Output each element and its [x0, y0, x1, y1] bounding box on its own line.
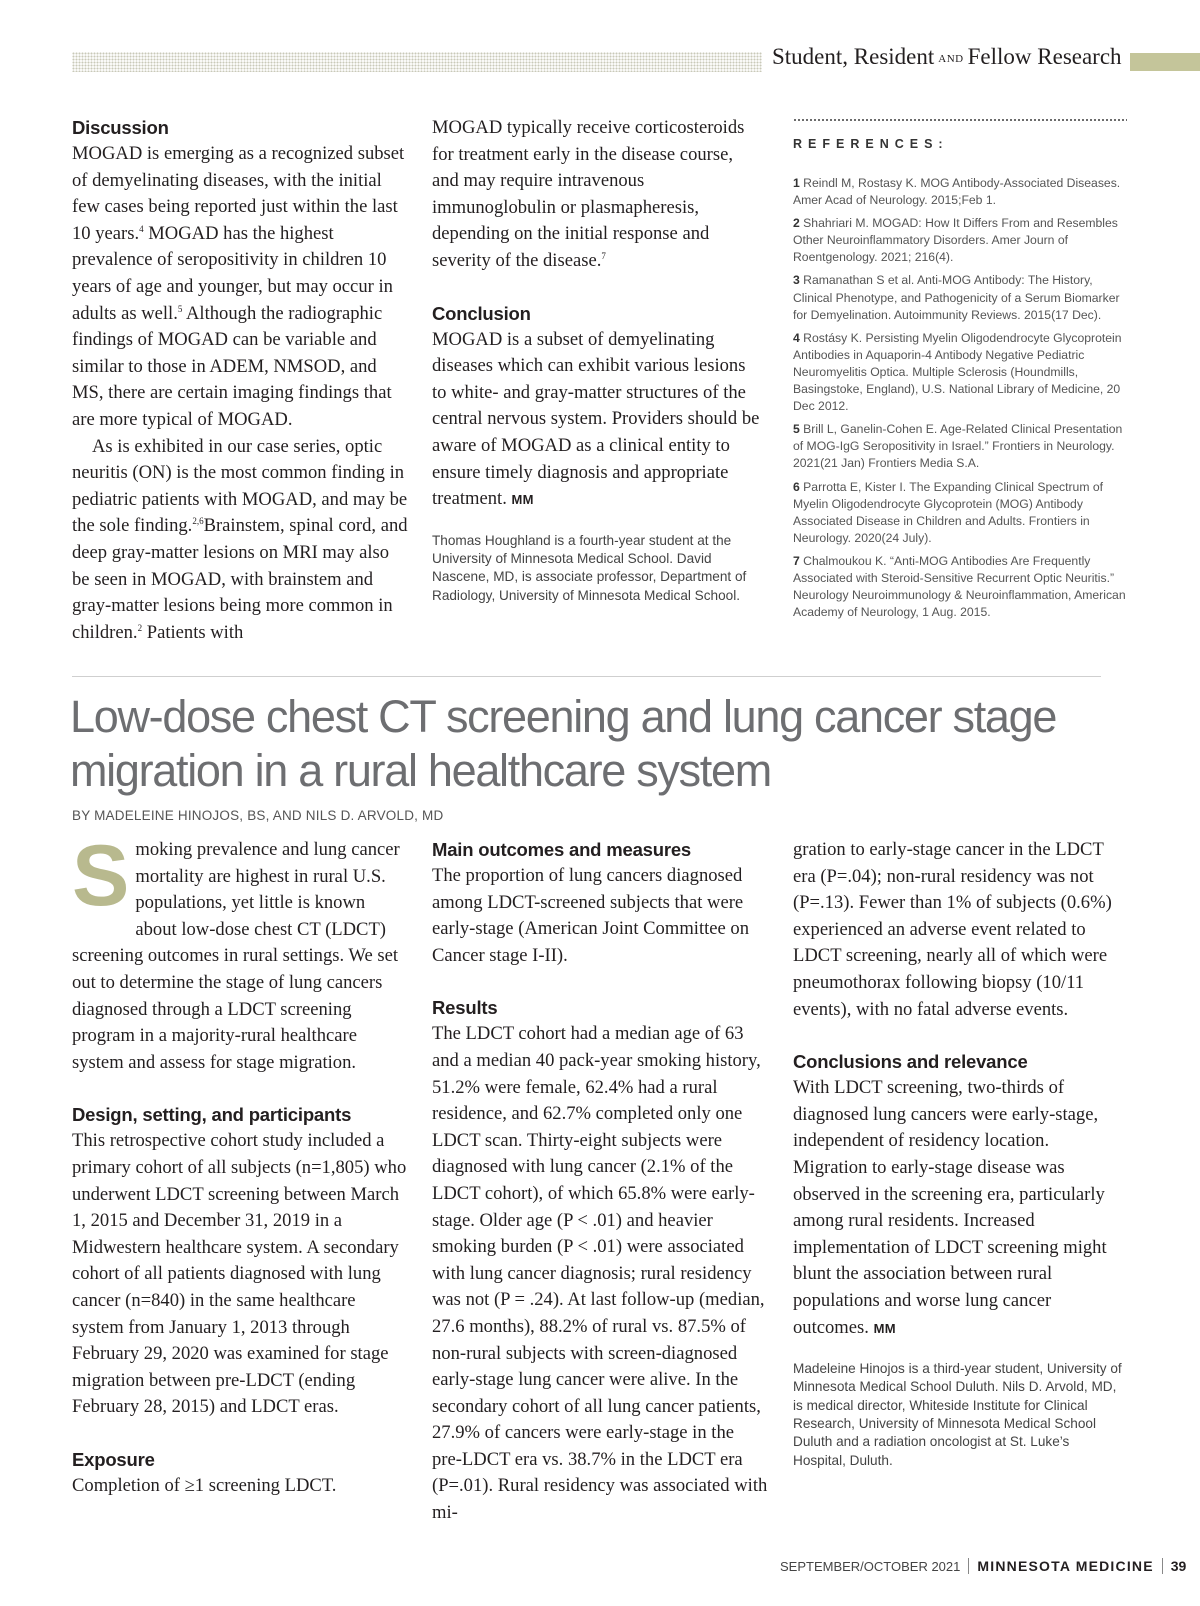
- exposure-paragraph: Completion of ≥1 screening LDCT.: [72, 1474, 337, 1496]
- reference-number: 5: [793, 422, 800, 437]
- reference-text: Brill L, Ganelin-Cohen E. Age-Related Clinical Presentation of MOG-IgG Seropositivity in Israel.” Frontiers in Neurology. 2021(21 Jan) Frontiers Media S.A.: [793, 422, 1123, 471]
- article-divider: [72, 676, 1101, 677]
- conclusions-paragraph: With LDCT screening, two-thirds of diagnosed lung cancers were early-stage, independent of residency location. Migration to early-stage disease was observed in the screening era, particularly among rural residents. Increased implementation of LDCT screening might blunt the association between rural populations and worse lung cancer outcomes. MM: [793, 1077, 1107, 1338]
- article-column-1: [72, 828, 410, 1499]
- reference-item: [793, 421, 1131, 472]
- outcomes-heading: Main outcomes and measures: [432, 839, 692, 860]
- exposure-heading: Exposure: [72, 1448, 155, 1470]
- end-mark: MM: [873, 1320, 896, 1336]
- section-title-part2: Fellow Research: [967, 44, 1122, 69]
- intro-paragraph: Smoking prevalence and lung cancer mortality are highest in rural U.S. populations, yet little is known about low-dose chest CT (LDCT) screening outcomes in rural settings. We set out to determine the stage of lung cancers diagnosed through a LDCT screening program in a majority-rural healthcare system and assess for stage migration.: [72, 828, 400, 1073]
- conclusion-column: [432, 115, 762, 605]
- reference-number: 2: [793, 216, 800, 231]
- conclusion-paragraph: MOGAD is a subset of demyelinating diseases which can exhibit various lesions to white- and gray-matter structures of the central nervous system. Providers should be aware of MOGAD as a clinical entity to ensure timely diagnosis and appropriate treatment. MM: [432, 328, 760, 510]
- header-accent-bar: [1130, 53, 1200, 71]
- outcomes-paragraph: The proportion of lung cancers diagnosed among LDCT-screened subjects that were early-stage (American Joint Committee on Cancer stage I-II).: [432, 865, 750, 966]
- page-footer: [780, 1558, 1186, 1574]
- reference-item: [793, 330, 1131, 415]
- section-title-and: AND: [938, 53, 964, 65]
- design-paragraph: This retrospective cohort study included a primary cohort of all subjects (n=1,805) who underwent LDCT screening between March 1, 2015 and December 31, 2019 in a Midwestern healthcare system. A secondary cohort of all patients diagnosed with lung cancer (n=840) in the same healthcare system from January 1, 2013 through February 29, 2020 was examined for stage migration between pre-LDCT (ending February 28, 2015) and LDCT eras.: [72, 1130, 407, 1418]
- header-dot-pattern: [72, 52, 762, 72]
- reference-number: 3: [793, 273, 800, 288]
- reference-number: 4: [793, 330, 800, 345]
- reference-text: Reindl M, Rostasy K. MOG Antibody-Associated Diseases. Amer Acad of Neurology. 2015;Feb 1.: [793, 176, 1121, 208]
- article-column-2: [432, 837, 768, 1527]
- reference-item: [793, 272, 1131, 323]
- design-heading: Design, setting, and participants: [72, 1104, 352, 1126]
- reference-number: 6: [793, 479, 800, 494]
- reference-item: [793, 479, 1131, 547]
- article-title: Low-dose chest CT screening and lung cancer stage migration in a rural healthcare system: [70, 691, 1057, 796]
- discussion-heading: Discussion: [72, 117, 169, 138]
- section-title: [772, 44, 1122, 70]
- references-dot-rule: [793, 118, 1127, 122]
- results-continued-paragraph: gration to early-stage cancer in the LDCT era (P=.04); non-rural residency was not (P=.13). Fewer than 1% of subjects (0.6%) experienced an adverse event related to LDCT screening, nearly all of which were pneumothorax following biopsy (10/11 events), with no fatal adverse events.: [793, 839, 1112, 1020]
- footer-separator: [968, 1558, 969, 1574]
- footer-separator: [1162, 1558, 1163, 1574]
- section-title-part1: Student, Resident: [772, 44, 935, 69]
- reference-text: Chalmoukou K. “Anti-MOG Antibodies Are Frequently Associated with Steroid-Sensitive Recurrent Optic Neuritis.” Neurology Neuroimmunology & Neuroinflammation, American Academy of Neurology, 1 Aug. 2015.: [793, 553, 1126, 620]
- reference-text: Parrotta E, Kister I. The Expanding Clinical Spectrum of Myelin Oligodendrocyte Glycoprotein (MOG) Antibody Associated Disease in Children and Adults. Frontiers in Neurology. 2020(24 July).: [793, 479, 1104, 545]
- reference-number: 1: [793, 176, 800, 190]
- results-paragraph: The LDCT cohort had a median age of 63 and a median 40 pack-year smoking history, 51.2% were female, 62.4% had a rural residence, and 62.7% completed only one LDCT scan. Thirty-eight subjects were diagnosed with lung cancer (2.1% of the LDCT cohort), of which 65.8% were early-stage. Older age (P < .01) and heavier smoking burden (P < .01) were associated with lung cancer diagnosis; rural residency was not (P = .24). At last follow-up (median, 27.6 months), 88.2% of rural vs. 87.5% of non-rural subjects with screen-diagnosed early-stage lung cancer were alive. In the secondary cohort of all lung cancer patients, 27.9% of cancers were early-stage in the pre-LDCT era vs. 38.7% in the LDCT era (P=.01). Rural residency was associated with mi-: [432, 1023, 768, 1524]
- discussion-paragraph-2: As is exhibited in our case series, optic neuritis (ON) is the most common finding in pediatric patients with MOGAD, and may be the sole finding.$^{2,6}$Brainstem, spinal cord, and deep gray-matter lesions on MRI may also be seen in MOGAD, with brainstem and gray-matter lesions being more common in children.$^2$ Patients with: [72, 435, 408, 643]
- drop-cap: S: [72, 828, 130, 924]
- references-title: REFERENCES:: [793, 137, 949, 151]
- reference-text: Ramanathan S et al. Anti-MOG Antibody: The History, Clinical Phenotype, and Pathogenicity of a Serum Biomarker for Demyelination. Autoimmunity Reviews. 2015(17 Dec).: [793, 273, 1120, 322]
- results-heading: Results: [432, 997, 498, 1019]
- reference-text: Shahriari M. MOGAD: How It Differs From and Resembles Other Neuroinflammatory Disorders. Amer Journ of Roentgenology. 2021; 216(4).: [793, 216, 1118, 265]
- magazine-name: MINNESOTA MEDICINE: [977, 1558, 1154, 1574]
- article-byline: BY MADELEINE HINOJOS, BS, AND NILS D. ARVOLD, MD: [72, 808, 444, 823]
- conclusion-heading: Conclusion: [432, 302, 531, 324]
- discussion-column: [72, 115, 410, 646]
- author-bio-bottom: Madeleine Hinojos is a third-year student, University of Minnesota Medical School Duluth. Nils D. Arvold, MD, is medical director, Whiteside Institute for Clinical Research, University of Minnesota Medical School Duluth and a radiation oncologist at St. Luke’s Hospital, Duluth.: [793, 1361, 1122, 1468]
- discussion-paragraph-1: MOGAD is emerging as a recognized subset of demyelinating diseases, with the initial few cases being reported just within the last 10 years.$^4$ MOGAD has the highest prevalence of seropositivity in children 10 years of age and younger, but may occur in adults as well.$^5$ Although the radiographic findings of MOGAD can be variable and similar to those in ADEM, NMSOD, and MS, there are certain imaging findings that are more typical of MOGAD.: [72, 143, 405, 430]
- treatment-paragraph: MOGAD typically receive corticosteroids for treatment early in the disease course, and may require intravenous immunoglobulin or plasmapheresis, depending on the initial response and severity of the disease.$^7$: [432, 117, 745, 271]
- reference-text: Rostásy K. Persisting Myelin Oligodendrocyte Glycoprotein Antibodies in Aquaporin-4 Antibody Negative Pediatric Neuromyelitis Optica. Multiple Sclerosis (Houndmills, Basingstoke, England), U.S. National Library of Medicine, 20 Dec 2012.: [793, 330, 1122, 414]
- reference-item: [793, 553, 1131, 621]
- reference-item: [793, 175, 1131, 209]
- issue-date: SEPTEMBER/OCTOBER 2021: [780, 1559, 961, 1574]
- conclusions-heading: Conclusions and relevance: [793, 1051, 1028, 1073]
- page-number: 39: [1170, 1558, 1187, 1574]
- reference-item: [793, 215, 1131, 266]
- references-list: [793, 175, 1131, 627]
- end-mark: MM: [511, 492, 534, 508]
- reference-number: 7: [793, 553, 800, 568]
- author-bio-top: Thomas Houghland is a fourth-year student at the University of Minnesota Medical School. David Nascene, MD, is associate professor, Department of Radiology, University of Minnesota Medical School.: [432, 532, 747, 603]
- article-column-3: [793, 837, 1123, 1470]
